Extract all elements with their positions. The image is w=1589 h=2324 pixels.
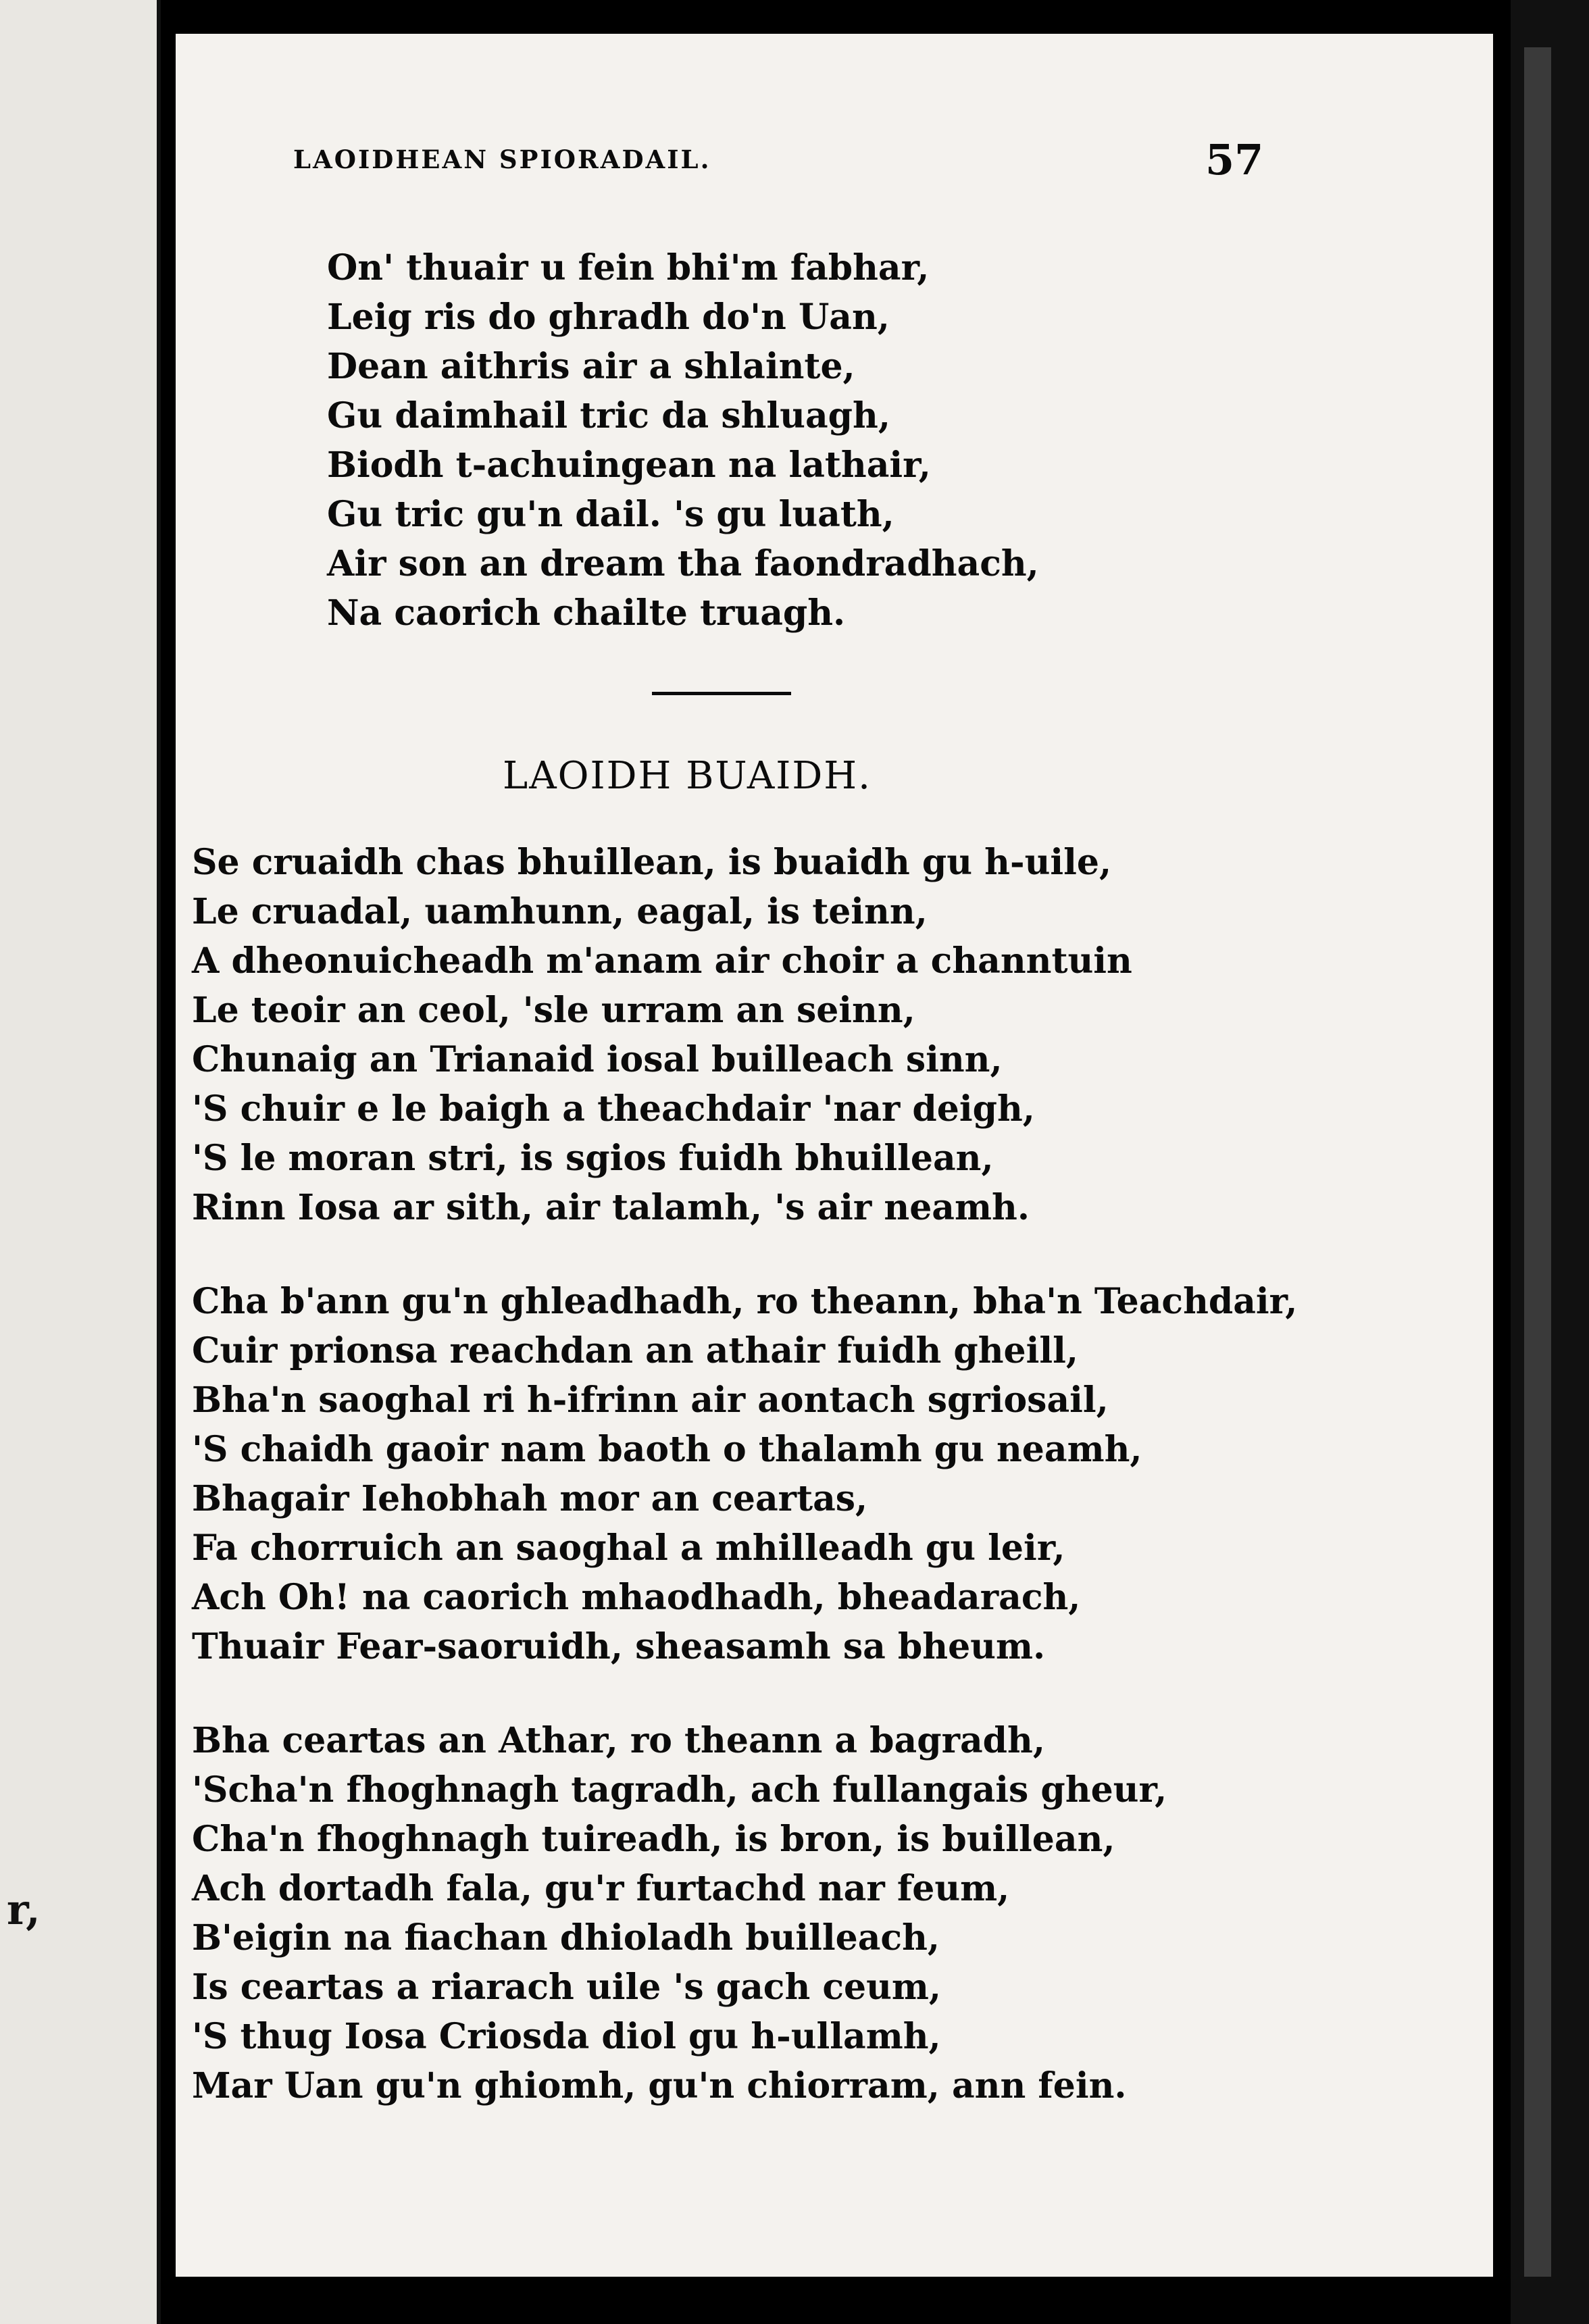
verse-line: 'S chaidh gaoir nam baoth o thalamh gu neamh, xyxy=(192,1429,1142,1470)
verse-line: B'eigin na fiachan dhioladh builleach, xyxy=(192,1917,940,1959)
verse-line: Leig ris do ghradh do'n Uan, xyxy=(327,297,890,338)
verse-line: 'S thug Iosa Criosda diol gu h-ullamh, xyxy=(192,2016,941,2057)
verse-line: Bhagair Iehobhah mor an ceartas, xyxy=(192,1478,868,1519)
running-head: LAOIDHEAN SPIORADAIL. xyxy=(293,145,711,174)
verse-line: Cuir prionsa reachdan an athair fuidh gheill, xyxy=(192,1330,1079,1371)
verse-line: 'S le moran stri, is sgios fuidh bhuillean, xyxy=(192,1138,994,1179)
binding-edge xyxy=(1511,0,1589,2324)
verse-line: Ach dortadh fala, gu'r furtachd nar feum, xyxy=(192,1868,1010,1909)
verse-line: Mar Uan gu'n ghiomh, gu'n chiorram, ann fein. xyxy=(192,2065,1127,2106)
verse-line: 'Scha'n fhoghnagh tagradh, ach fullangais gheur, xyxy=(192,1769,1167,1811)
verse-line: Bha ceartas an Athar, ro theann a bagradh, xyxy=(192,1720,1045,1761)
stanza-continued xyxy=(327,243,1039,638)
verse-line: Ach Oh! na caorich mhaodhadh, bheadarach, xyxy=(192,1577,1081,1618)
facing-page-edge xyxy=(0,0,161,2324)
verse-line: Cha'n fhoghnagh tuireadh, is bron, is buillean, xyxy=(192,1819,1115,1860)
hymn-title: LAOIDH BUAIDH. xyxy=(503,754,872,798)
verse-line: Fa chorruich an saoghal a mhilleadh gu leir, xyxy=(192,1527,1065,1569)
verse-line: Dean aithris air a shlainte, xyxy=(327,346,855,387)
verse-line: Na caorich chailte truagh. xyxy=(327,592,846,634)
verse-line: Gu tric gu'n dail. 's gu luath, xyxy=(327,494,894,535)
verse-line: Cha b'ann gu'n ghleadhadh, ro theann, bha'n Teachdair, xyxy=(192,1281,1298,1322)
verse-line: A dheonuicheadh m'anam air choir a channtuin xyxy=(192,940,1132,982)
verse-line: Air son an dream tha faondradhach, xyxy=(327,543,1039,584)
verse-line: Biodh t-achuingean na lathair, xyxy=(327,445,931,486)
verse-line: Gu daimhail tric da shluagh, xyxy=(327,395,890,436)
verse-line: Se cruaidh chas bhuillean, is buaidh gu h-uile, xyxy=(192,842,1112,883)
verse-line: Le teoir an ceol, 'sle urram an seinn, xyxy=(192,990,915,1031)
stanza-3 xyxy=(192,1716,1167,2111)
verse-line: Le cruadal, uamhunn, eagal, is teinn, xyxy=(192,891,928,932)
verse-line: Is ceartas a riarach uile 's gach ceum, xyxy=(192,1967,942,2008)
verse-line: Chunaig an Trianaid iosal builleach sinn, xyxy=(192,1039,1003,1080)
binding-edge-inner xyxy=(1524,47,1551,2277)
verse-line: Rinn Iosa ar sith, air talamh, 's air neamh. xyxy=(192,1187,1030,1228)
verse-line: 'S chuir e le baigh a theachdair 'nar deigh, xyxy=(192,1088,1035,1130)
stanza-1 xyxy=(192,838,1132,1232)
verse-line: Thuair Fear-saoruidh, sheasamh sa bheum. xyxy=(192,1626,1046,1667)
verse-line: Bha'n saoghal ri h-ifrinn air aontach sgriosail, xyxy=(192,1380,1109,1421)
section-divider xyxy=(652,692,791,695)
stanza-2 xyxy=(192,1277,1297,1671)
verse-line: On' thuair u fein bhi'm fabhar, xyxy=(327,247,930,288)
page-number: 57 xyxy=(1205,135,1264,184)
facing-page-fragment: r, xyxy=(7,1885,41,1934)
